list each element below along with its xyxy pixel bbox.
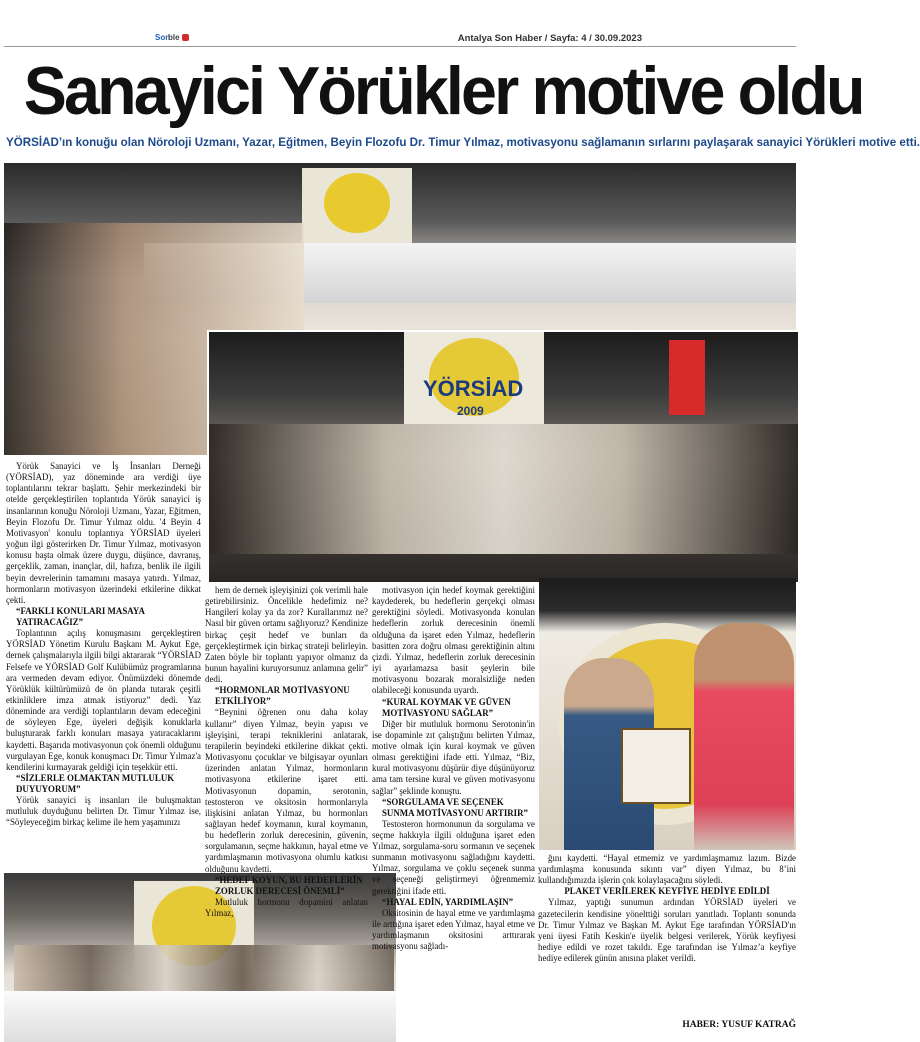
newspaper-logo bbox=[155, 33, 189, 43]
subheading: “SORGULAMA VE SEÇENEK SUNMA MOTİVASYONU ARTIRIR” bbox=[382, 796, 528, 818]
logo-part-a: Son bbox=[155, 33, 171, 42]
photo-group bbox=[207, 330, 800, 584]
paragraph: Toplantının açılış konuşmasını gerçekleştiren YÖRSİAD Yönetim Kurulu Başkanı M. Aykut Ege, dernek çalışmalarıyla ilgili bilgi aktararak “YÖRSİAD Felsefe ve YÖRSİAD Golf Kulübümüz programlarına ara vermeden devam ediyor. Önümüzdeki dönemde Yörüklük kültürümüzü de ön planda tutarak çeşitli etkinliklere imza atmak istiyoruz” dedi. Yaz döneminde ara verdiği toplantıların devam edeceğini de söyleyen Ege, üyeleri değişik konuklarla buluşturarak farklı konuları masaya yatıracaklarını kaydetti. Başarıda motivasyonun çok önemli olduğunu vurgulayan Ege, konuk konuşmacı Dr. Timur Yılmaz'a kendilerini kırmayarak geldiği için teşekkür etti. bbox=[6, 628, 201, 772]
yorsiad-emblem-icon bbox=[324, 173, 390, 233]
paragraph: Yörük Sanayici ve İş İnsanları Derneği (YÖRSİAD), yaz döneminde ara verdiği üye toplantılarını tekrar başlattı. Şehir merkezindeki bir otelde gerçekleştirilen toplantıda Yörük sanayici iş insanlarının konuğu Nöroloji Uzmanı, Yazar, Eğitmen, Beyin Flozofu Dr. Timur Yılmaz oldu. '4 Beyin 4 Motivasyon' konulu toplantıya YÖRSİAD üyeleri yoğun ilgi gösterirken Dr. Timur Yılmaz, motivasyon konusu başta olmak üzere duygu, düşünce, davranış, gerçeklik, zaman, inançlar, dil, hafıza, benlik ile ilgili beyin devrelerinin tamamını masaya yatırdı. Yılmaz, hormonların motivasyon üzerindeki etkilerine dikkat çekti. bbox=[6, 461, 201, 605]
subheading: “HEDEF KOYUN, BU HEDEFLERİN ZORLUK DERECESİ ÖNEMLİ” bbox=[215, 874, 363, 896]
paragraph: “Beynini öğrenen onu daha kolay kullanır” diyen Yılmaz, beyin yapısı ve işleyişini, terapi tekniklerini anlatarak, terapilerin beyindeki etkilerine dikkat çekti. Motivasyonu çocuklar ve bilgisayar oyunları üzerinden anlatan Yılmaz, hormonların motivasyona etkilerine işaret etti. Motivasyonun dopamin, serotonin, testosteron ve oksitosin hormonlarıyla ilişkisini anlatan Yılmaz, bu hormonları sağlayan hedef koymanın, kural koymanın, bu hedeflerin zorluk derecesinin, güvenin, sorgulamanın, seçme hakkının, hayal etme ve yardımlaşmanın motivasyona olumlu katkısı olduğunu kaydetti. bbox=[205, 707, 368, 874]
deck-subheading: YÖRSİAD’ın konuğu olan Nöroloji Uzmanı, Yazar, Eğitmen, Beyin Flozofu Dr. Timur Yılmaz, motivasyonu sağlamanın sırlarını paylaşarak sanayici Yörükleri motive etti. bbox=[6, 136, 920, 149]
subheading: “KURAL KOYMAK VE GÜVEN MOTİVASYONU SAĞLAR” bbox=[382, 696, 511, 718]
turkish-flag-icon bbox=[669, 340, 705, 415]
photo-plaque-presentation bbox=[539, 578, 796, 850]
man-in-pink-shirt bbox=[694, 623, 794, 850]
paragraph: hem de dernek işleyişinizi çok verimli hale getirebilirsiniz. Öncelikle hedefimiz ne? Hangileri kolay ya da zor? Kurallarımız ne? Nasıl bir güven ortamı sağlıyoruz? Kendinize birkaç çeşit hedef ve bunları da gerçekleştirmek için birkaç strateji belirleyin. Zaten böyle bir toplantı yapıyor olmanız da bunun hayalini kuruyorsunuz anlamına gelir” dedi. bbox=[205, 585, 368, 685]
article-column-3 bbox=[372, 585, 535, 1040]
issue-line: Antalya Son Haber / Sayfa: 4 / 30.09.2023 bbox=[457, 33, 642, 44]
paragraph: Testosteron hormonunun da sorgulama ve seçme hakkıyla ilgili olduğuna işaret eden Yılmaz, sorgulama-soru sormanın ve seçenek sunmanın motivasyonu sağladığını kaydetti. Yılmaz, sorgulama ve çoklu seçenek sunma ve seçeneği geliştirmeyi öğrenmemiz gerektiğini ifade etti. bbox=[372, 818, 535, 896]
paragraph: Mutluluk hormonu dopamini anlatan Yılmaz, bbox=[205, 896, 368, 918]
subheading: “SİZLERLE OLMAKTAN MUTLULUK DUYUYORUM” bbox=[16, 773, 175, 795]
banner-backdrop bbox=[302, 168, 412, 243]
byline: HABER: YUSUF KATRAĞ bbox=[682, 1020, 796, 1030]
subheading: “FARKLI KONULARI MASAYA YATIRACAĞIZ” bbox=[16, 606, 145, 628]
head-table bbox=[4, 991, 396, 1042]
headline: Sanayici Yörükler motive oldu bbox=[23, 53, 863, 129]
article-column-4 bbox=[538, 853, 796, 1042]
subheading: “HORMONLAR MOTİVASYONU ETKİLİYOR” bbox=[215, 685, 350, 707]
group-of-people bbox=[209, 424, 798, 554]
paragraph: Yörük sanayici iş insanları ile buluşmaktan mutluluk duyduğunu belirten Dr. Timur Yılmaz ise, “Söyleyeceğim birkaç kelime ile hem yaşamınızı bbox=[6, 795, 201, 828]
paragraph: Diğer bir mutluluk hormonu Serotonin'in ise dopaminle zıt çalıştığını belirten Yılmaz, motive olmak için kural koymak ve güven olması gerektiğini ifade etti. Yılmaz, “Biz, kural motivasyonu düşürür diye düşünüyoruz ama tam tersine kural ve güven motivasyonu sağlar” şeklinde konuştu. bbox=[372, 718, 535, 796]
banner-year: 2009 bbox=[457, 404, 484, 418]
article-column-1 bbox=[6, 461, 201, 866]
logo-mark-icon bbox=[182, 34, 189, 41]
article-column-2 bbox=[205, 585, 368, 918]
paragraph: Oksitosinin de hayal etme ve yardımlaşma ile arttığına işaret eden Yılmaz, hayal etme ve yardımlaşmanın oksitosini arttırarak motivasyonu sağladı- bbox=[372, 907, 535, 952]
subheading: “HAYAL EDİN, YARDIMLAŞIN” bbox=[382, 896, 514, 907]
page-header bbox=[0, 0, 800, 50]
plaque-gift-icon bbox=[621, 728, 691, 804]
paragraph: ğını kaydetti. “Hayal etmemiz ve yardımlaşmamız lazım. Bizde yardımlaşma konusunda sıkıntı var” diyen Yılmaz, bu 8’ini kullandığımızda işlerin çok kolaylaşacağını söyledi. bbox=[538, 853, 796, 886]
paragraph: Yılmaz, yaptığı sunumun ardından YÖRSİAD üyeleri ve gazetecilerin kendisine yönelttiği soruları yanıtladı. Toplantı sonunda Dr. Timur Yılmaz ve Başkan M. Aykut Ege tarafından YÖRSİAD'ın yeni üyesi Fatih Keskin'e üyelik belgesi verilerek, Yörük keyfiyesi hediye edildi ve rozet takıldı. Ege tarafından ise Yılmaz’a keyfiye hediye edilerek günün anısına plaket verildi. bbox=[538, 897, 796, 964]
banner-name: YÖRSİAD bbox=[423, 376, 524, 401]
subheading: PLAKET VERİLEREK KEYFİYE HEDİYE EDİLDİ bbox=[564, 886, 770, 897]
logo-part-b: ble bbox=[168, 33, 180, 42]
seated-guests bbox=[14, 945, 394, 995]
paragraph: motivasyon için hedef koymak gerektiğini kaydederek, bu hedeflerin gerçekçi olması gerektiğini söyledi. Motivasyonda konulan hedeflerin zorluk derecesinin önemli olduğuna da işaret eden Yılmaz, hedeflerin basitten zora doğru olması gerektiğinin altını çizdi. Yılmaz, hedeflerin zorluk derecesinin iyi ayarlamazsa basit şeylerin bile motivasyonu bozarak moralsizliğe neden olabileceği konusunda uyardı. bbox=[372, 585, 535, 696]
